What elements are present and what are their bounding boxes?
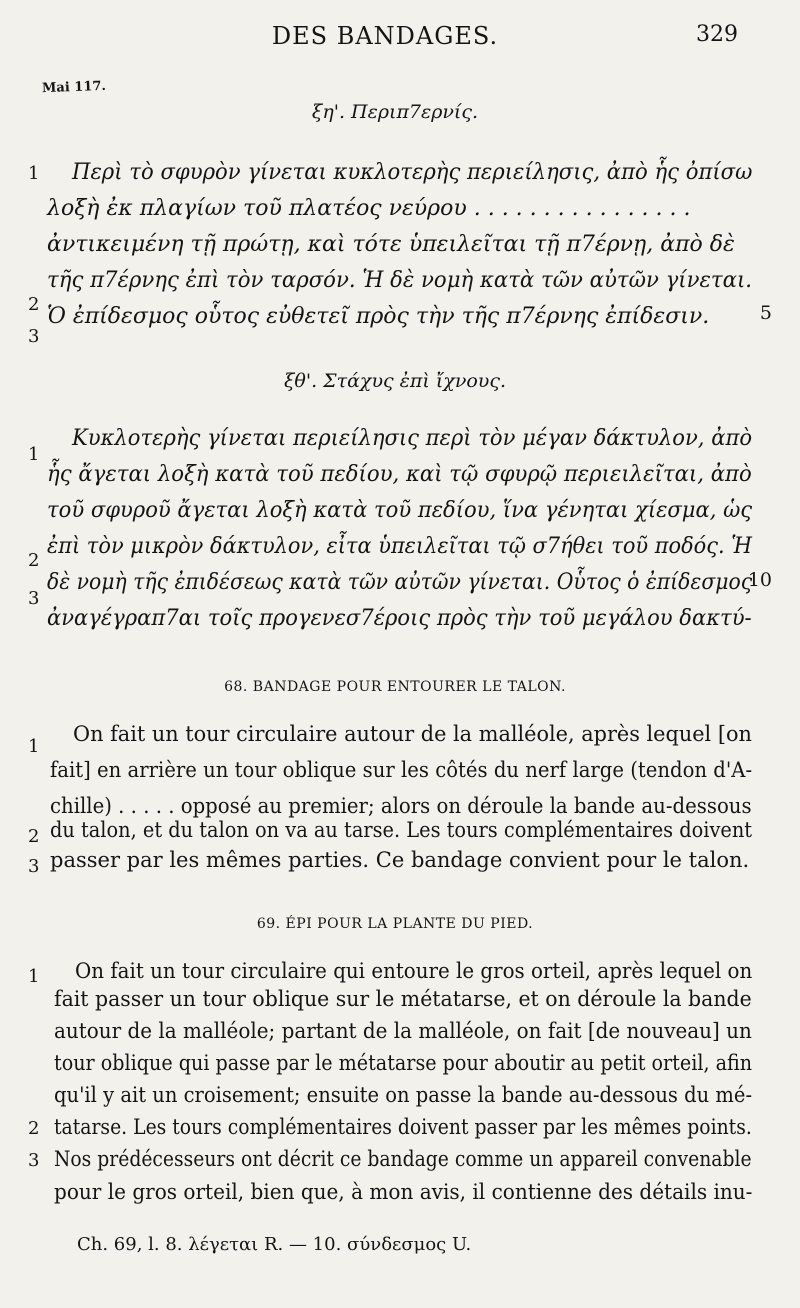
greek-line-1-1: Περὶ τὸ σφυρὸν γίνεται κυκλοτερὴς περιείλησις, ἀπὸ ἧς ὀπίσω [72, 160, 753, 185]
greek-line-2-2: ἧς ἄγεται λοξὴ κατὰ τοῦ πεδίου, καὶ τῷ σφυρῷ περιειλεῖται, ἀπὸ [47, 462, 752, 487]
margin-number: 1 [28, 736, 40, 757]
margin-number: 1 [28, 966, 40, 987]
page-number: 329 [696, 22, 738, 47]
french-line-68-3: chille) . . . . . opposé au premier; alors on déroule la bande au-dessous [50, 794, 752, 818]
french-line-68-5: passer par les mêmes parties. Ce bandage convient pour le talon. [50, 848, 750, 872]
greek-line-2-6: ἀναγέγραπ7αι τοῖς προγενεσ7έροις πρὸς τὴν τοῦ μεγάλου δακτύ- [47, 606, 752, 631]
french-line-69-3: autour de la malléole; partant de la malléole, on fait [de nouveau] un [54, 1019, 752, 1043]
margin-number: 3 [28, 326, 40, 347]
running-title: DES BANDAGES. [271, 22, 499, 50]
french-section-heading-68: 68. BANDAGE POUR ENTOURER LE TALON. [224, 679, 566, 695]
french-line-69-8: pour le gros orteil, bien que, à mon avis, il contienne des détails inu- [54, 1180, 753, 1204]
margin-number: 1 [28, 163, 40, 184]
greek-line-1-2: λοξὴ ἐκ πλαγίων τοῦ πλατέος νεύρου . . . . . . . . . . . . . . . . [47, 196, 691, 221]
greek-line-1-5: Ὁ ἐπίδεσμος οὗτος εὐθετεῖ πρὸς τὴν τῆς π7έρνης ἐπίδεσιν. [47, 304, 710, 329]
french-line-69-4: tour oblique qui passe par le métatarse pour aboutir au petit orteil, afin [54, 1051, 753, 1075]
french-line-69-7: Nos prédécesseurs ont décrit ce bandage comme un appareil convenable [54, 1147, 752, 1171]
greek-section-heading-1: ξη'. Περιπ7ερνίς. [311, 101, 479, 123]
side-reference: Mai 117. [41, 78, 107, 97]
french-line-68-2: fait] en arrière un tour oblique sur les côtés du nerf large (tendon d'A- [50, 758, 753, 782]
margin-number: 2 [28, 826, 40, 847]
greek-line-2-4: ἐπὶ τὸν μικρὸν δάκτυλον, εἶτα ὑπειλεῖται τῷ σ7ήθει τοῦ ποδός. Ἡ [47, 534, 752, 559]
margin-number: 2 [28, 550, 40, 571]
french-line-69-1: On fait un tour circulaire qui entoure le gros orteil, après lequel on [75, 959, 753, 983]
french-line-69-6: tatarse. Les tours complémentaires doivent passer par les mêmes points. [54, 1115, 752, 1139]
margin-number: 1 [28, 444, 40, 465]
footnote: Ch. 69, l. 8. λέγεται R. — 10. σύνδεσμος U. [77, 1234, 472, 1255]
french-line-69-5: qu'il y ait un croisement; ensuite on passe la bande au-dessous du mé- [54, 1083, 753, 1107]
greek-line-1-4: τῆς π7έρνης ἐπὶ τὸν ταρσόν. Ἡ δὲ νομὴ κατὰ τῶν αὐτῶν γίνεται. [47, 268, 753, 293]
greek-line-2-3: τοῦ σφυροῦ ἄγεται λοξὴ κατὰ τοῦ πεδίου, ἵνα γένηται χίεσμα, ὡς [47, 498, 753, 523]
margin-number: 2 [28, 1118, 40, 1139]
french-line-69-2: fait passer un tour oblique sur le métatarse, et on déroule la bande [54, 987, 752, 1011]
margin-number: 2 [28, 294, 40, 315]
french-section-heading-69: 69. ÉPI POUR LA PLANTE DU PIED. [256, 916, 534, 932]
greek-section-heading-2: ξθ'. Στάχυς ἐπὶ ἴχνους. [283, 370, 507, 392]
greek-line-1-3: ἀντικειμένη τῇ πρώτῃ, καὶ τότε ὑπειλεῖται τῇ π7έρνῃ, ἀπὸ δὲ [47, 232, 735, 257]
french-line-68-1: On fait un tour circulaire autour de la malléole, après lequel [on [73, 722, 752, 746]
margin-number: 3 [28, 856, 40, 877]
line-count-number: 10 [747, 569, 772, 591]
french-line-68-4: du talon, et du talon on va au tarse. Les tours complémentaires doivent [50, 818, 753, 842]
greek-line-2-1: Κυκλοτερὴς γίνεται περιείλησις περὶ τὸν μέγαν δάκτυλον, ἀπὸ [72, 426, 753, 451]
greek-line-2-5: δὲ νομὴ τῆς ἐπιδέσεως κατὰ τῶν αὐτῶν γίνεται. Οὗτος ὁ ἐπίδεσμος [47, 570, 753, 595]
margin-number: 3 [28, 1150, 40, 1171]
line-count-number: 5 [759, 302, 772, 324]
margin-number: 3 [28, 588, 40, 609]
